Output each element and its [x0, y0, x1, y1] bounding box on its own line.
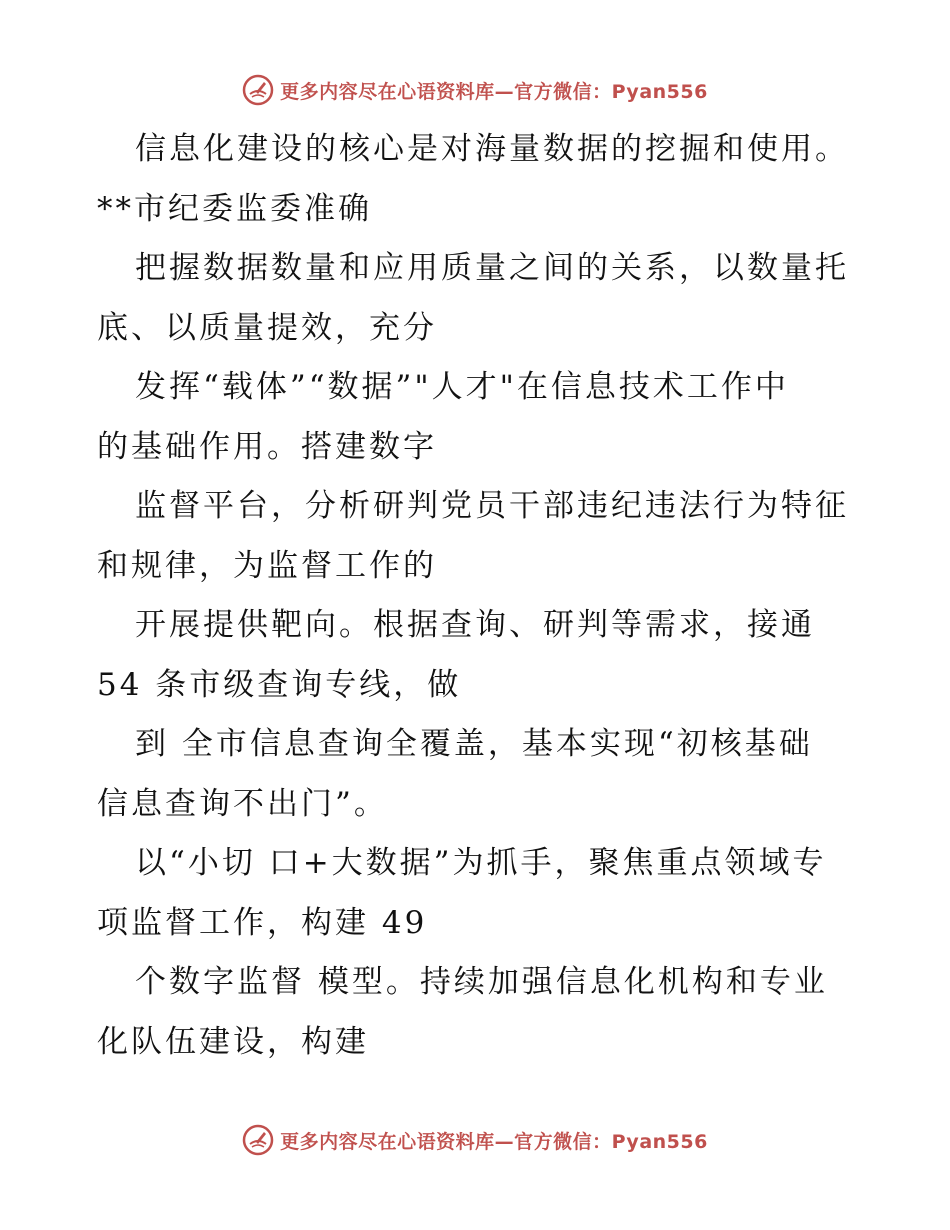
text-line: 和规律，为监督工作的: [97, 547, 437, 584]
footer-banner: [0, 1120, 950, 1160]
document-body: [97, 120, 857, 1072]
text-line: 的基础作用。搭建数字: [97, 428, 437, 465]
text-line: 化队伍建设，构建: [97, 1023, 369, 1060]
text-line: 开展提供靶向。根据查询、研判等需求，接通: [135, 607, 815, 643]
footer-banner-text: 更多内容尽在心语资料库—官方微信：Pyan556: [280, 1130, 708, 1153]
text-line: 底、以质量提效，充分: [97, 309, 437, 346]
book-pen-logo-icon: [242, 1124, 274, 1156]
text-line: 项监督工作，构建 49: [97, 904, 428, 941]
text-line: 监督平台，分析研判党员干部违纪违法行为特征: [135, 488, 849, 524]
text-line: 发挥“载体”“数据”"人才"在信息技术工作中: [135, 369, 789, 405]
text-line: 把握数据数量和应用质量之间的关系，以数量托: [135, 250, 849, 286]
text-line: 以“小切 口+大数据”为抓手，聚焦重点领域专: [135, 845, 827, 881]
header-banner: [0, 70, 950, 110]
text-line: 到 全市信息查询全覆盖，基本实现“初核基础: [135, 726, 813, 762]
text-line: **市纪委监委准确: [97, 190, 372, 227]
text-line: 信息查询不出门”。: [97, 785, 388, 822]
text-line: 个数字监督 模型。持续加强信息化机构和专业: [135, 964, 828, 1000]
book-pen-logo-icon: [242, 74, 274, 106]
text-line: 54 条市级查询专线，做: [97, 666, 462, 703]
header-banner-text: 更多内容尽在心语资料库—官方微信：Pyan556: [280, 80, 708, 103]
text-line: 信息化建设的核心是对海量数据的挖掘和使用。: [135, 131, 849, 167]
